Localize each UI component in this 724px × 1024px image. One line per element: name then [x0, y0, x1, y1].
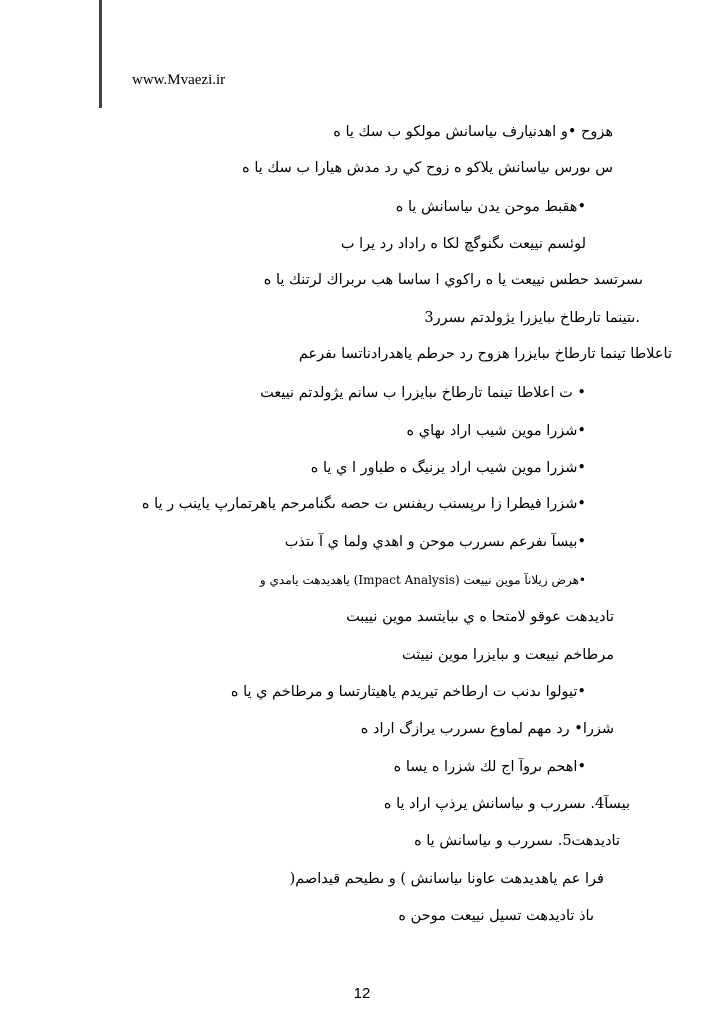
- text-line: • ت اعلاطا تينما تارطاخ ىبايزرا ب سانم يژولدتم نييعت: [260, 385, 586, 401]
- text-line: •بيسآ ىفرعم ىسررب موحن و اهدي ولما ي آ ىتذب: [284, 534, 586, 550]
- text-line: شزرا• رد مهم لماوع ىسررب يرازگ اراد ه: [360, 721, 614, 737]
- text-line: •شزرا فيطرا زا ىرپسنب ريفنس ت حصه ىگنامرحم ياهرتمارپ ياينب ر يا ه: [141, 496, 586, 512]
- text-line: هزوح •و اهدنيارف ىياسانش مولكو ب سك يا ه: [333, 124, 613, 140]
- text-line: س ىورس ىياسانش يلاكو ه زوح كي رد مدش هيارا ب سك يا ه: [242, 160, 613, 176]
- text-line: •شزرا موين شيب اراد يرنيگ ه طباور ا ي يا ه: [310, 460, 586, 476]
- text-line: فرا عم ياهديدهت عاونا ىياسانش ) و ىطيحم قيداصم(: [289, 871, 604, 887]
- text-line: لوئسم نييعت ىگنوگچ لكا ه راداد رد يرا ب: [340, 236, 586, 252]
- text-line: تاعلاطا تينما تارطاخ ىبايزرا هزوح رد حرطم ياهدرادناتسا ىفرعم: [298, 346, 672, 362]
- text-line: •شزرا موين شيب اراد ىهاي ه: [406, 423, 586, 439]
- text-line: •هرض زيلانآ موين نييعت (Impact Analysis) ياهديدهت يامدي و: [259, 573, 586, 587]
- text-line: •تيولوا ىدنب ت ارطاخم تيريدم ياهيتارتسا و مرطاخم ي يا ه: [230, 684, 586, 700]
- page-number: 12: [353, 985, 371, 1002]
- text-line: بيسآ4. ىسررب و ىياسانش يرذپ اراد يا ه: [383, 796, 630, 812]
- text-line: ىسرتسد حطس نييعت يا ه راكوي ا ساسا هب ىربراك لرتنك يا ه: [263, 272, 643, 288]
- text-line: •اهحم ىروآ اج لك شزرا ه يسا ه: [393, 759, 586, 775]
- text-line: تاديدهت عوقو لامتحا ه ي ىبايتسد موين نييبت: [346, 609, 614, 625]
- text-line: .ىتينما تارطاخ ىبايزرا يژولدتم ىسرر3: [424, 310, 640, 326]
- margin-rule: [99, 0, 102, 108]
- text-line: •هقبط موحن يدن ىياسانش يا ه: [395, 199, 586, 215]
- text-line: تاديدهت5. ىسررب و ىياسانش يا ه: [414, 833, 620, 849]
- text-line: ىاذ تاديدهت تسيل نييعت موحن ه: [398, 908, 594, 924]
- text-line: مرطاخم نييعت و ىبايزرا موين نييتت: [401, 647, 614, 663]
- site-url: www.Mvaezi.ir: [132, 72, 226, 88]
